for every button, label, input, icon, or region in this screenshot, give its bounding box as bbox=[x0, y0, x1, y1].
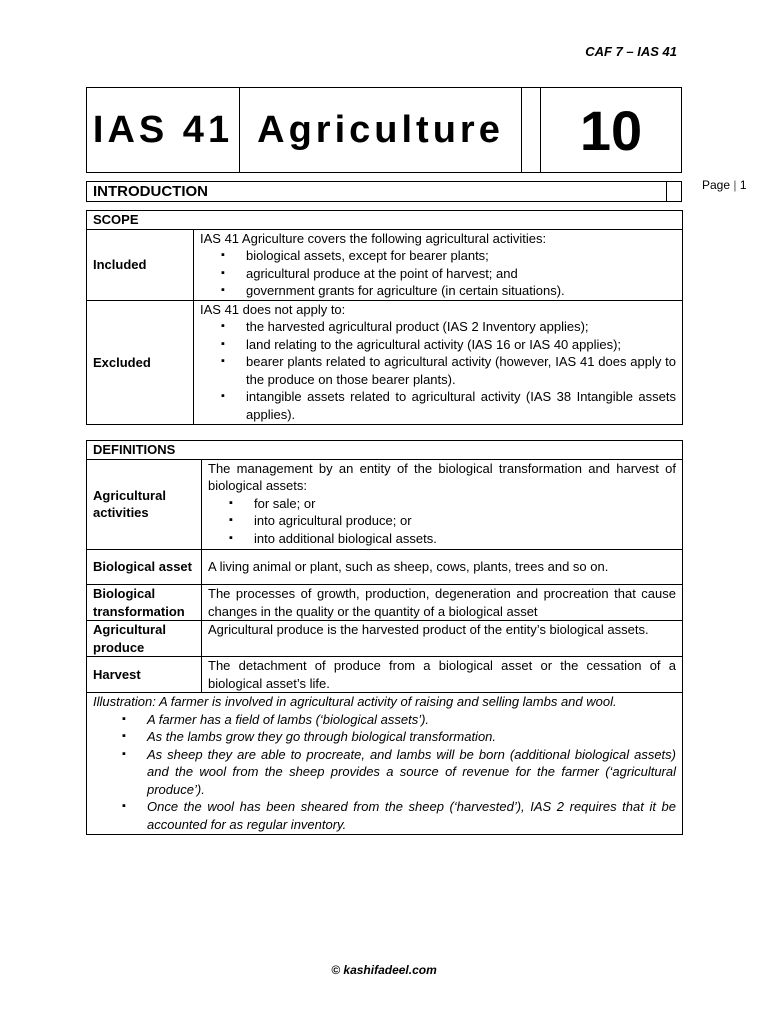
list-item: ▪ government grants for agriculture (in certain situations). bbox=[246, 282, 676, 300]
definition-term: Agricultural activities bbox=[87, 459, 202, 550]
chapter-title-box bbox=[86, 87, 682, 173]
included-intro: IAS 41 Agriculture covers the following agricultural activities: bbox=[200, 230, 547, 246]
definitions-table bbox=[86, 440, 683, 835]
running-header: CAF 7 – IAS 41 bbox=[585, 44, 677, 59]
definition-text: A living animal or plant, such as sheep, cows, plants, trees and so on. bbox=[202, 550, 683, 585]
scope-heading: SCOPE bbox=[87, 211, 683, 230]
included-label: Included bbox=[87, 229, 194, 300]
illustration-row bbox=[87, 693, 683, 835]
list-item: ▪ Once the wool has been sheared from the sheep (‘harvested’), IAS 2 requires that it be accounted for as regular inventory. bbox=[147, 798, 676, 833]
scope-table bbox=[86, 210, 683, 425]
list-item: ▪ As the lambs grow they go through biological transformation. bbox=[147, 728, 676, 746]
definition-row bbox=[87, 657, 683, 693]
list-item: ▪ land relating to the agricultural activity (IAS 16 or IAS 40 applies); bbox=[246, 336, 676, 354]
footer-copyright: © kashifadeel.com bbox=[331, 963, 437, 977]
list-item: ▪ the harvested agricultural product (IAS 2 Inventory applies); bbox=[246, 318, 676, 336]
definition-term: Biological asset bbox=[87, 550, 202, 585]
list-item: ▪ biological assets, except for bearer plants; bbox=[246, 247, 676, 265]
included-content bbox=[194, 229, 683, 300]
definition-row bbox=[87, 585, 683, 621]
page-separator: | bbox=[733, 178, 737, 192]
section-heading bbox=[86, 181, 682, 202]
definition-text: Agricultural produce is the harvested product of the entity’s biological assets. bbox=[202, 621, 683, 657]
definition-term: Harvest bbox=[87, 657, 202, 693]
section-heading-divider bbox=[666, 182, 667, 201]
page-number bbox=[702, 178, 747, 192]
definition-term: Agricultural produce bbox=[87, 621, 202, 657]
definitions-heading: DEFINITIONS bbox=[87, 441, 683, 460]
list-item: ▪ into additional biological assets. bbox=[254, 530, 676, 548]
page-value: 1 bbox=[739, 178, 747, 192]
scope-included-row bbox=[87, 229, 683, 300]
page-label: Page bbox=[702, 178, 731, 192]
definition-row bbox=[87, 459, 683, 550]
excluded-label: Excluded bbox=[87, 300, 194, 425]
list-item: ▪ into agricultural produce; or bbox=[254, 512, 676, 530]
definition-text bbox=[202, 459, 683, 550]
illustration bbox=[87, 693, 683, 835]
list-item: ▪ for sale; or bbox=[254, 495, 676, 513]
definition-row bbox=[87, 550, 683, 585]
definition-row bbox=[87, 621, 683, 657]
list-item: ▪ agricultural produce at the point of harvest; and bbox=[246, 265, 676, 283]
list-item: ▪ As sheep they are able to procreate, and lambs will be born (additional biological assets) and the wool from the sheep provides a source of revenue for the farmer (‘agricultural produce’). bbox=[147, 746, 676, 799]
chapter-topic: Agriculture bbox=[240, 88, 522, 172]
scope-excluded-row bbox=[87, 300, 683, 425]
definition-text: The processes of growth, production, degeneration and procreation that cause changes in the quality or the quantity of a biological asset bbox=[202, 585, 683, 621]
list-item: ▪ A farmer has a field of lambs (‘biological assets’). bbox=[147, 711, 676, 729]
standard-code: IAS 41 bbox=[87, 88, 240, 172]
excluded-intro: IAS 41 does not apply to: bbox=[200, 301, 346, 317]
definition-text: The detachment of produce from a biological asset or the cessation of a biological asset’s life. bbox=[202, 657, 683, 693]
illustration-intro: Illustration: A farmer is involved in agricultural activity of raising and selling lambs and wool. bbox=[93, 694, 617, 709]
chapter-number: 10 bbox=[579, 98, 643, 162]
title-spacer bbox=[522, 88, 541, 172]
definition-term: Biological transformation bbox=[87, 585, 202, 621]
list-item: ▪ intangible assets related to agricultural activity (IAS 38 Intangible assets applies). bbox=[246, 388, 676, 423]
excluded-content bbox=[194, 300, 683, 425]
section-heading-text: INTRODUCTION bbox=[93, 183, 208, 200]
definition-text-body: The management by an entity of the biological transformation and harvest of biological assets: bbox=[208, 460, 676, 493]
list-item: ▪ bearer plants related to agricultural activity (however, IAS 41 does apply to the produce on those bearer plants). bbox=[246, 353, 676, 388]
